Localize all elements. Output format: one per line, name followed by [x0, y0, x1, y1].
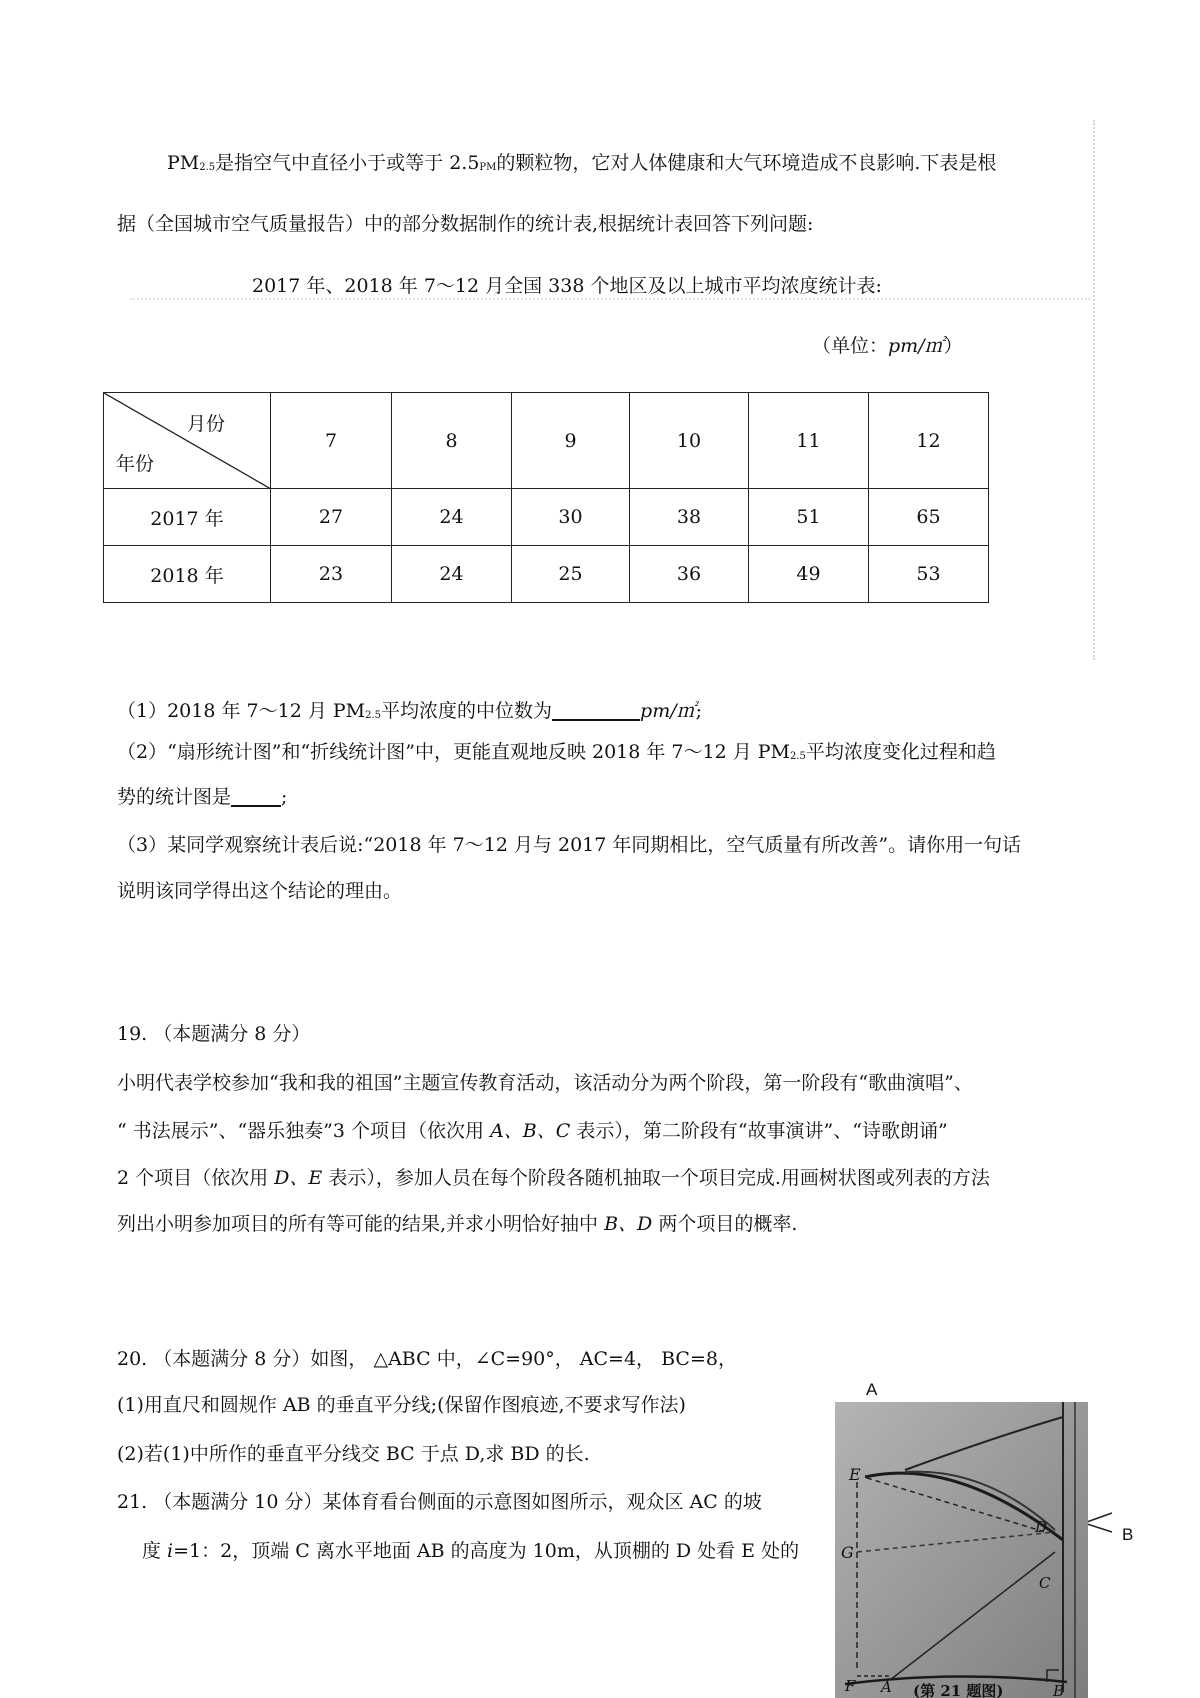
month-header: 11 [749, 393, 869, 489]
point-b-label: B [1053, 1682, 1065, 1698]
point-c-label: C [1039, 1574, 1051, 1592]
value-cell: 38 [630, 489, 749, 546]
q20-part-2: (2)若(1)中所作的垂直平分线交 BC 于点 D,求 BD 的长. [117, 1443, 590, 1465]
value-cell: 24 [392, 489, 512, 546]
figure-outer-label-b: B [1122, 1525, 1134, 1544]
value-cell: 23 [271, 546, 392, 603]
scan-guide-right [1093, 120, 1095, 660]
answer-blank[interactable] [552, 699, 640, 721]
value-cell: 53 [869, 546, 989, 603]
unit-subscript: PM [479, 162, 497, 173]
point-e-label: E [849, 1465, 861, 1484]
pm-subscript: 2.5 [199, 162, 216, 173]
q21-line-1: 21. （本题满分 10 分）某体育看台侧面的示意图如图所示，观众区 AC 的坡 [117, 1491, 762, 1513]
month-header: 10 [630, 393, 749, 489]
value-cell: 27 [271, 489, 392, 546]
value-cell: 36 [630, 546, 749, 603]
answer-blank[interactable] [231, 785, 281, 807]
q18-part-2: （2）“扇形统计图”和“折线统计图”中，更能直观地反映 2018 年 7～12 月 PM2.5平均浓度变化过程和趋 [117, 741, 996, 763]
pm25-table [103, 392, 989, 603]
q20-part-1: (1)用直尺和圆规作 AB 的垂直平分线;(保留作图痕迹,不要求写作法) [117, 1394, 686, 1416]
table-row [104, 546, 989, 603]
year-cell: 2017 年 [104, 489, 271, 546]
month-header: 9 [512, 393, 630, 489]
value-cell: 51 [749, 489, 869, 546]
value-cell: 25 [512, 546, 630, 603]
point-d-label: D [1035, 1518, 1048, 1536]
table-title: 2017 年、2018 年 7～12 月全国 338 个地区及以上城市平均浓度统计表: [252, 275, 882, 297]
year-cell: 2018 年 [104, 546, 271, 603]
figure-caption: (第 21 题图) [913, 1682, 1004, 1698]
point-g-label: G [841, 1543, 854, 1562]
q21-line-2: 度 i=1：2，顶端 C 离水平地面 AB 的高度为 10m，从顶棚的 D 处看 E 处的 [142, 1540, 800, 1562]
value-cell: 49 [749, 546, 869, 603]
corner-label-month: 月份 [186, 413, 225, 435]
q19-line-4: 列出小明参加项目的所有等可能的结果,并求小明恰好抽中 B、D 两个项目的概率. [117, 1213, 798, 1235]
intro-line-2: 据（全国城市空气质量报告）中的部分数据制作的统计表,根据统计表回答下列问题: [117, 213, 814, 235]
q19-line-1: 小明代表学校参加“我和我的祖国”主题宣传教育活动，该活动分为两个阶段，第一阶段有“歌曲演唱”、 [117, 1072, 973, 1094]
month-header: 7 [271, 393, 392, 489]
table-header-row [104, 393, 989, 489]
table-corner-cell [104, 393, 271, 489]
value-cell: 65 [869, 489, 989, 546]
q18-part-1: （1）2018 年 7～12 月 PM2.5平均浓度的中位数为 pm/㎡; [117, 700, 703, 722]
grandstand-figure [835, 1402, 1088, 1698]
month-header: 12 [869, 393, 989, 489]
q18-part-3: （3）某同学观察统计表后说:“2018 年 7～12 月与 2017 年同期相比，空气质量有所改善”。请你用一句话 [117, 834, 1022, 856]
table-row [104, 489, 989, 546]
figure-outer-label-a: A [866, 1380, 878, 1399]
point-f-label: F [845, 1677, 856, 1695]
q19-line-3: 2 个项目（依次用 D、E 表示），参加人员在每个阶段各随机抽取一个项目完成.用画树状图或列表的方法 [117, 1167, 990, 1189]
q20-header: 20. （本题满分 8 分）如图， △ABC 中，∠C=90°， AC=4， BC=8， [117, 1348, 737, 1370]
grandstand-diagram [835, 1402, 1088, 1698]
figure-pointer-lines [1082, 1510, 1122, 1540]
q18-part-3-cont: 说明该同学得出这个结论的理由。 [117, 880, 403, 902]
intro-line-1: PM2.5是指空气中直径小于或等于 2.5PM的颗粒物，它对人体健康和大气环境造成不良影响.下表是根 [167, 152, 997, 174]
q19-line-2: “ 书法展示”、“器乐独奏”3 个项目（依次用 A、B、C 表示），第二阶段有“故事演讲”、“诗歌朗诵” [117, 1120, 948, 1142]
value-cell: 30 [512, 489, 630, 546]
unit-note: （单位：pm/㎡） [812, 335, 963, 357]
q18-part-2-cont: 势的统计图是 ; [117, 786, 288, 808]
value-cell: 24 [392, 546, 512, 603]
q19-header: 19. （本题满分 8 分） [117, 1023, 311, 1045]
month-header: 8 [392, 393, 512, 489]
corner-label-year: 年份 [116, 453, 155, 475]
point-a-label: A [881, 1678, 892, 1696]
